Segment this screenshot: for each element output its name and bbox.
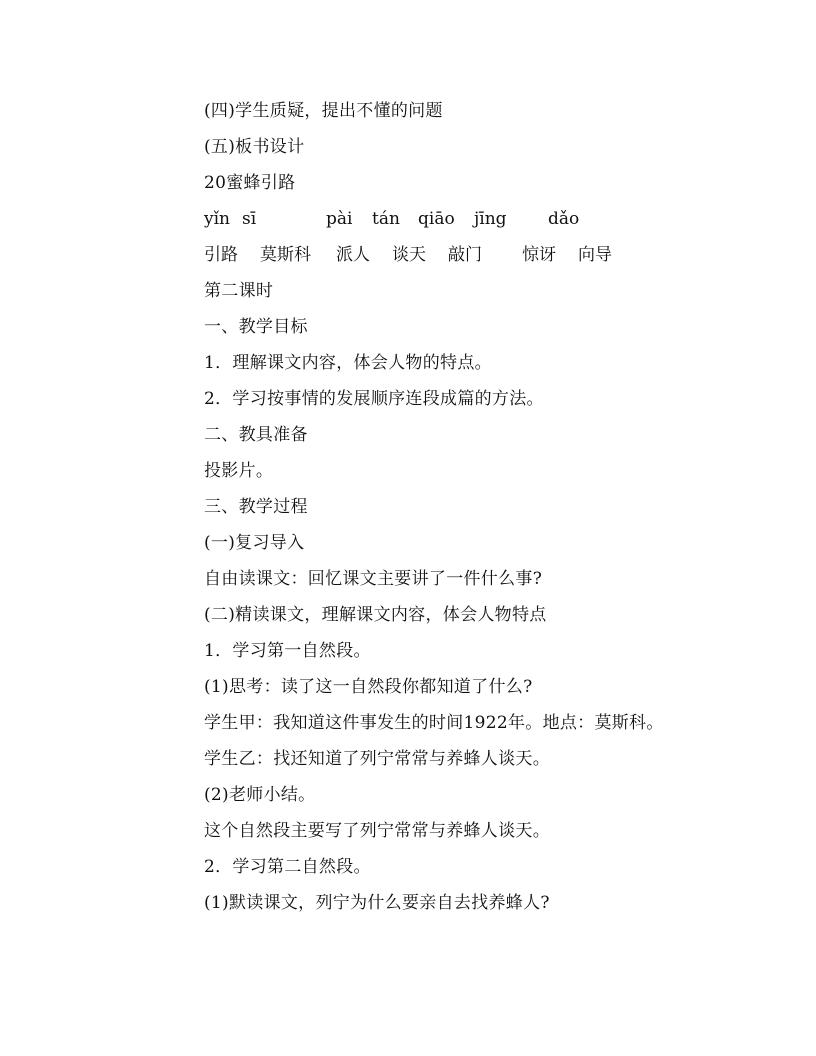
vocabulary-word: 引路 — [204, 245, 238, 265]
step-heading: 1．学习第一自然段。 — [204, 641, 371, 661]
pinyin-row — [204, 201, 764, 237]
document-body — [204, 93, 764, 921]
vocabulary-word: 惊讶 — [522, 245, 556, 265]
vocabulary-word: 敲门 — [448, 245, 482, 265]
process-subheading: (二)精读课文，理解课文内容，体会人物特点 — [204, 605, 547, 625]
paragraph-text: 自由读课文：回忆课文主要讲了一件什么事? — [204, 569, 543, 589]
pinyin-item: jīng — [474, 209, 507, 229]
materials-heading: 二、教具准备 — [204, 425, 308, 445]
pinyin-item: pài — [326, 209, 353, 229]
objective-item: 2．学习按事情的发展顺序连段成篇的方法。 — [204, 389, 544, 409]
pinyin-item: yǐn — [204, 209, 230, 229]
vocabulary-word: 谈天 — [392, 245, 426, 265]
teacher-summary-heading: (2)老师小结。 — [204, 785, 316, 805]
lesson-period-heading: 第二课时 — [204, 281, 274, 301]
objective-item: 1．理解课文内容，体会人物的特点。 — [204, 353, 492, 373]
student-answer: 学生乙：找还知道了列宁常常与养蜂人谈天。 — [204, 749, 550, 769]
vocabulary-word: 派人 — [336, 245, 370, 265]
materials-text: 投影片。 — [204, 461, 274, 481]
step-heading: 2．学习第二自然段。 — [204, 857, 371, 877]
process-subheading: (一)复习导入 — [204, 533, 305, 553]
student-answer: 学生甲：我知道这件事发生的时间1922年。地点：莫斯科。 — [204, 713, 664, 733]
question-text: (1)思考：读了这一自然段你都知道了什么? — [204, 677, 533, 697]
section-heading-questions: (四)学生质疑，提出不懂的问题 — [204, 101, 443, 121]
lesson-title: 20蜜蜂引路 — [204, 173, 296, 193]
paragraph-text: 这个自然段主要写了列宁常常与养蜂人谈天。 — [204, 821, 550, 841]
objectives-heading: 一、教学目标 — [204, 317, 308, 337]
pinyin-item: tán — [372, 209, 400, 229]
pinyin-item: dǎo — [548, 209, 580, 229]
vocabulary-word: 莫斯科 — [260, 245, 311, 265]
section-heading-board-design: (五)板书设计 — [204, 137, 305, 157]
vocabulary-row — [204, 237, 764, 273]
pinyin-item: qiāo — [418, 209, 455, 229]
pinyin-item: sī — [242, 209, 257, 229]
question-text: (1)默读课文，列宁为什么要亲自去找养蜂人? — [204, 893, 550, 913]
vocabulary-word: 向导 — [578, 245, 612, 265]
process-heading: 三、教学过程 — [204, 497, 308, 517]
